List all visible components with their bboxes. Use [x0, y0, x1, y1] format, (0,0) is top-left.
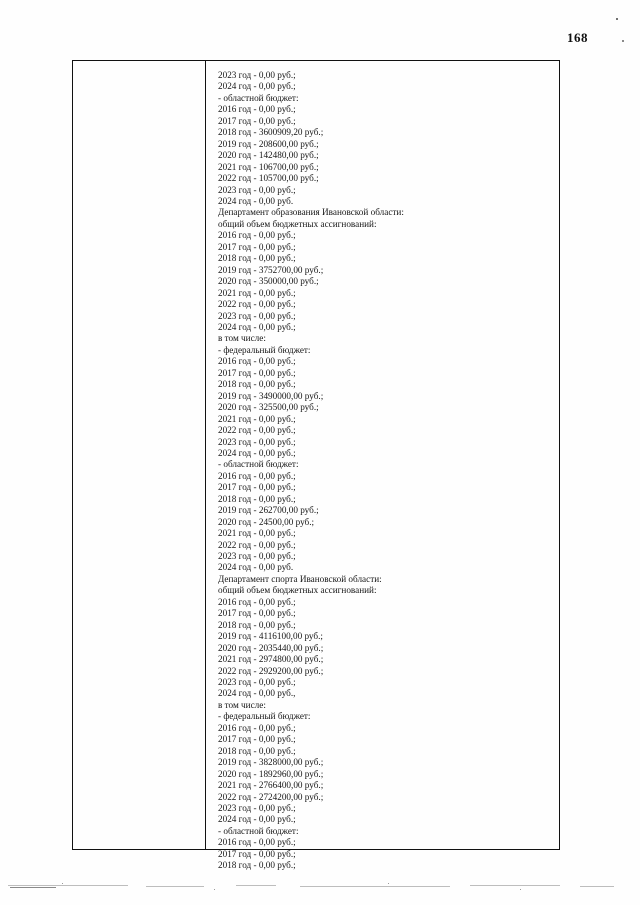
table-row: 2022 год - 105700,00 руб.; [218, 173, 319, 184]
table-row-heading: Департамент спорта Ивановской области: [218, 573, 382, 584]
table-row: 2020 год - 2035440,00 руб.; [218, 642, 324, 653]
page-number: 168 [567, 30, 588, 45]
table-cell-content [206, 61, 559, 871]
table-row: в том числе: [218, 333, 266, 344]
table-row: 2017 год - 0,00 руб.; [218, 734, 296, 745]
table-row: 2021 год - 0,00 руб.; [218, 528, 296, 539]
table-row: 2023 год - 0,00 руб.; [218, 310, 296, 321]
table-row: 2016 год - 0,00 руб.; [218, 722, 296, 733]
table-row: 2019 год - 262700,00 руб.; [218, 505, 319, 516]
table-row: общий объем бюджетных ассигнований: [218, 585, 377, 596]
table-row: 2022 год - 0,00 руб.; [218, 425, 296, 436]
table-row: 2018 год - 0,00 руб.; [218, 253, 296, 264]
table-row: 2016 год - 0,00 руб.; [218, 230, 296, 241]
table-row: 2021 год - 106700,00 руб.; [218, 161, 319, 172]
table-row: 2016 год - 0,00 руб.; [218, 470, 296, 481]
table-row: - областной бюджет: [218, 459, 299, 470]
table-row: 2018 год - 3600909,20 руб.; [218, 127, 324, 138]
table-row: 2018 год - 0,00 руб.; [218, 619, 296, 630]
table-row: 2022 год - 2724200,00 руб.; [218, 791, 324, 802]
table-row: 2017 год - 0,00 руб.; [218, 367, 296, 378]
table-row: 2022 год - 2929200,00 руб.; [218, 665, 324, 676]
table-row: 2024 год - 0,00 руб.; [218, 447, 296, 458]
table-row: 2016 год - 0,00 руб.; [218, 356, 296, 367]
table-row: 2020 год - 325500,00 руб.; [218, 402, 319, 413]
scan-speck-right-edge [622, 40, 624, 42]
table-row: 2021 год - 0,00 руб.; [218, 287, 296, 298]
table-row: 2024 год - 0,00 руб.; [218, 814, 296, 825]
scan-noise-bottom [0, 879, 640, 897]
table-row: 2018 год - 0,00 руб.; [218, 493, 296, 504]
table-row: 2023 год - 0,00 руб.; [218, 551, 296, 562]
table-row: 2023 год - 0,00 руб.; [218, 70, 296, 80]
table-row: 2024 год - 0,00 руб.; [218, 321, 296, 332]
table-row: в том числе: [218, 699, 266, 710]
table-row: 2023 год - 0,00 руб.; [218, 677, 296, 688]
table-row: - областной бюджет: [218, 92, 299, 103]
table-row: - федеральный бюджет: [218, 344, 311, 355]
table-row: 2018 год - 0,00 руб.; [218, 379, 296, 390]
table-row: 2024 год - 0,00 руб.; [218, 81, 296, 92]
table-row: 2019 год - 3828000,00 руб.; [218, 757, 324, 768]
table-row: 2023 год - 0,00 руб.; [218, 184, 296, 195]
table-row: 2020 год - 350000,00 руб.; [218, 276, 319, 287]
table-row: - областной бюджет: [218, 825, 299, 836]
table-row: 2019 год - 3752700,00 руб.; [218, 264, 324, 275]
table-row: 2024 год - 0,00 руб., [218, 688, 296, 699]
table-row: 2024 год - 0,00 руб. [218, 195, 294, 206]
table-row: 2017 год - 0,00 руб.; [218, 848, 296, 859]
table-row: 2020 год - 24500,00 руб.; [218, 516, 315, 527]
table-row-heading: Департамент образования Ивановской области: [218, 207, 404, 218]
table-row: 2017 год - 0,00 руб.; [218, 608, 296, 619]
table-row: 2016 год - 0,00 руб.; [218, 596, 296, 607]
table-row: 2019 год - 3490000,00 руб.; [218, 390, 324, 401]
table-row: 2022 год - 0,00 руб.; [218, 539, 296, 550]
table-row: 2019 год - 208600,00 руб.; [218, 138, 319, 149]
document-table [72, 60, 560, 871]
table-row: 2021 год - 2974800,00 руб.; [218, 654, 324, 665]
table-row: 2023 год - 0,00 руб.; [218, 803, 296, 813]
table-row: 2019 год - 4116100,00 руб.; [218, 631, 323, 642]
table-row: 2021 год - 2766400,00 руб.; [218, 780, 324, 791]
table-row: общий объем бюджетных ассигнований: [218, 218, 377, 229]
table-row: 2023 год - 0,00 руб.; [218, 436, 296, 447]
table-row: 2022 год - 0,00 руб.; [218, 299, 296, 310]
table-row: 2020 год - 142480,00 руб.; [218, 150, 319, 161]
table-row: 2017 год - 0,00 руб.; [218, 115, 296, 126]
table-row: 2018 год - 0,00 руб.; [218, 745, 296, 756]
table-row: 2021 год - 0,00 руб.; [218, 413, 296, 424]
table-row: 2024 год - 0,00 руб. [218, 562, 294, 573]
table-row: 2017 год - 0,00 руб.; [218, 482, 296, 493]
table-row: - федеральный бюджет: [218, 711, 311, 722]
table-row: 2018 год - 0,00 руб.; [218, 860, 296, 871]
scan-speck-top-right [616, 18, 618, 20]
table-row: 2017 год - 0,00 руб.; [218, 241, 296, 252]
table-row: 2016 год - 0,00 руб.; [218, 104, 296, 115]
table-row: 2016 год - 0,00 руб.; [218, 837, 296, 848]
table-row: 2020 год - 1892960,00 руб.; [218, 768, 324, 779]
